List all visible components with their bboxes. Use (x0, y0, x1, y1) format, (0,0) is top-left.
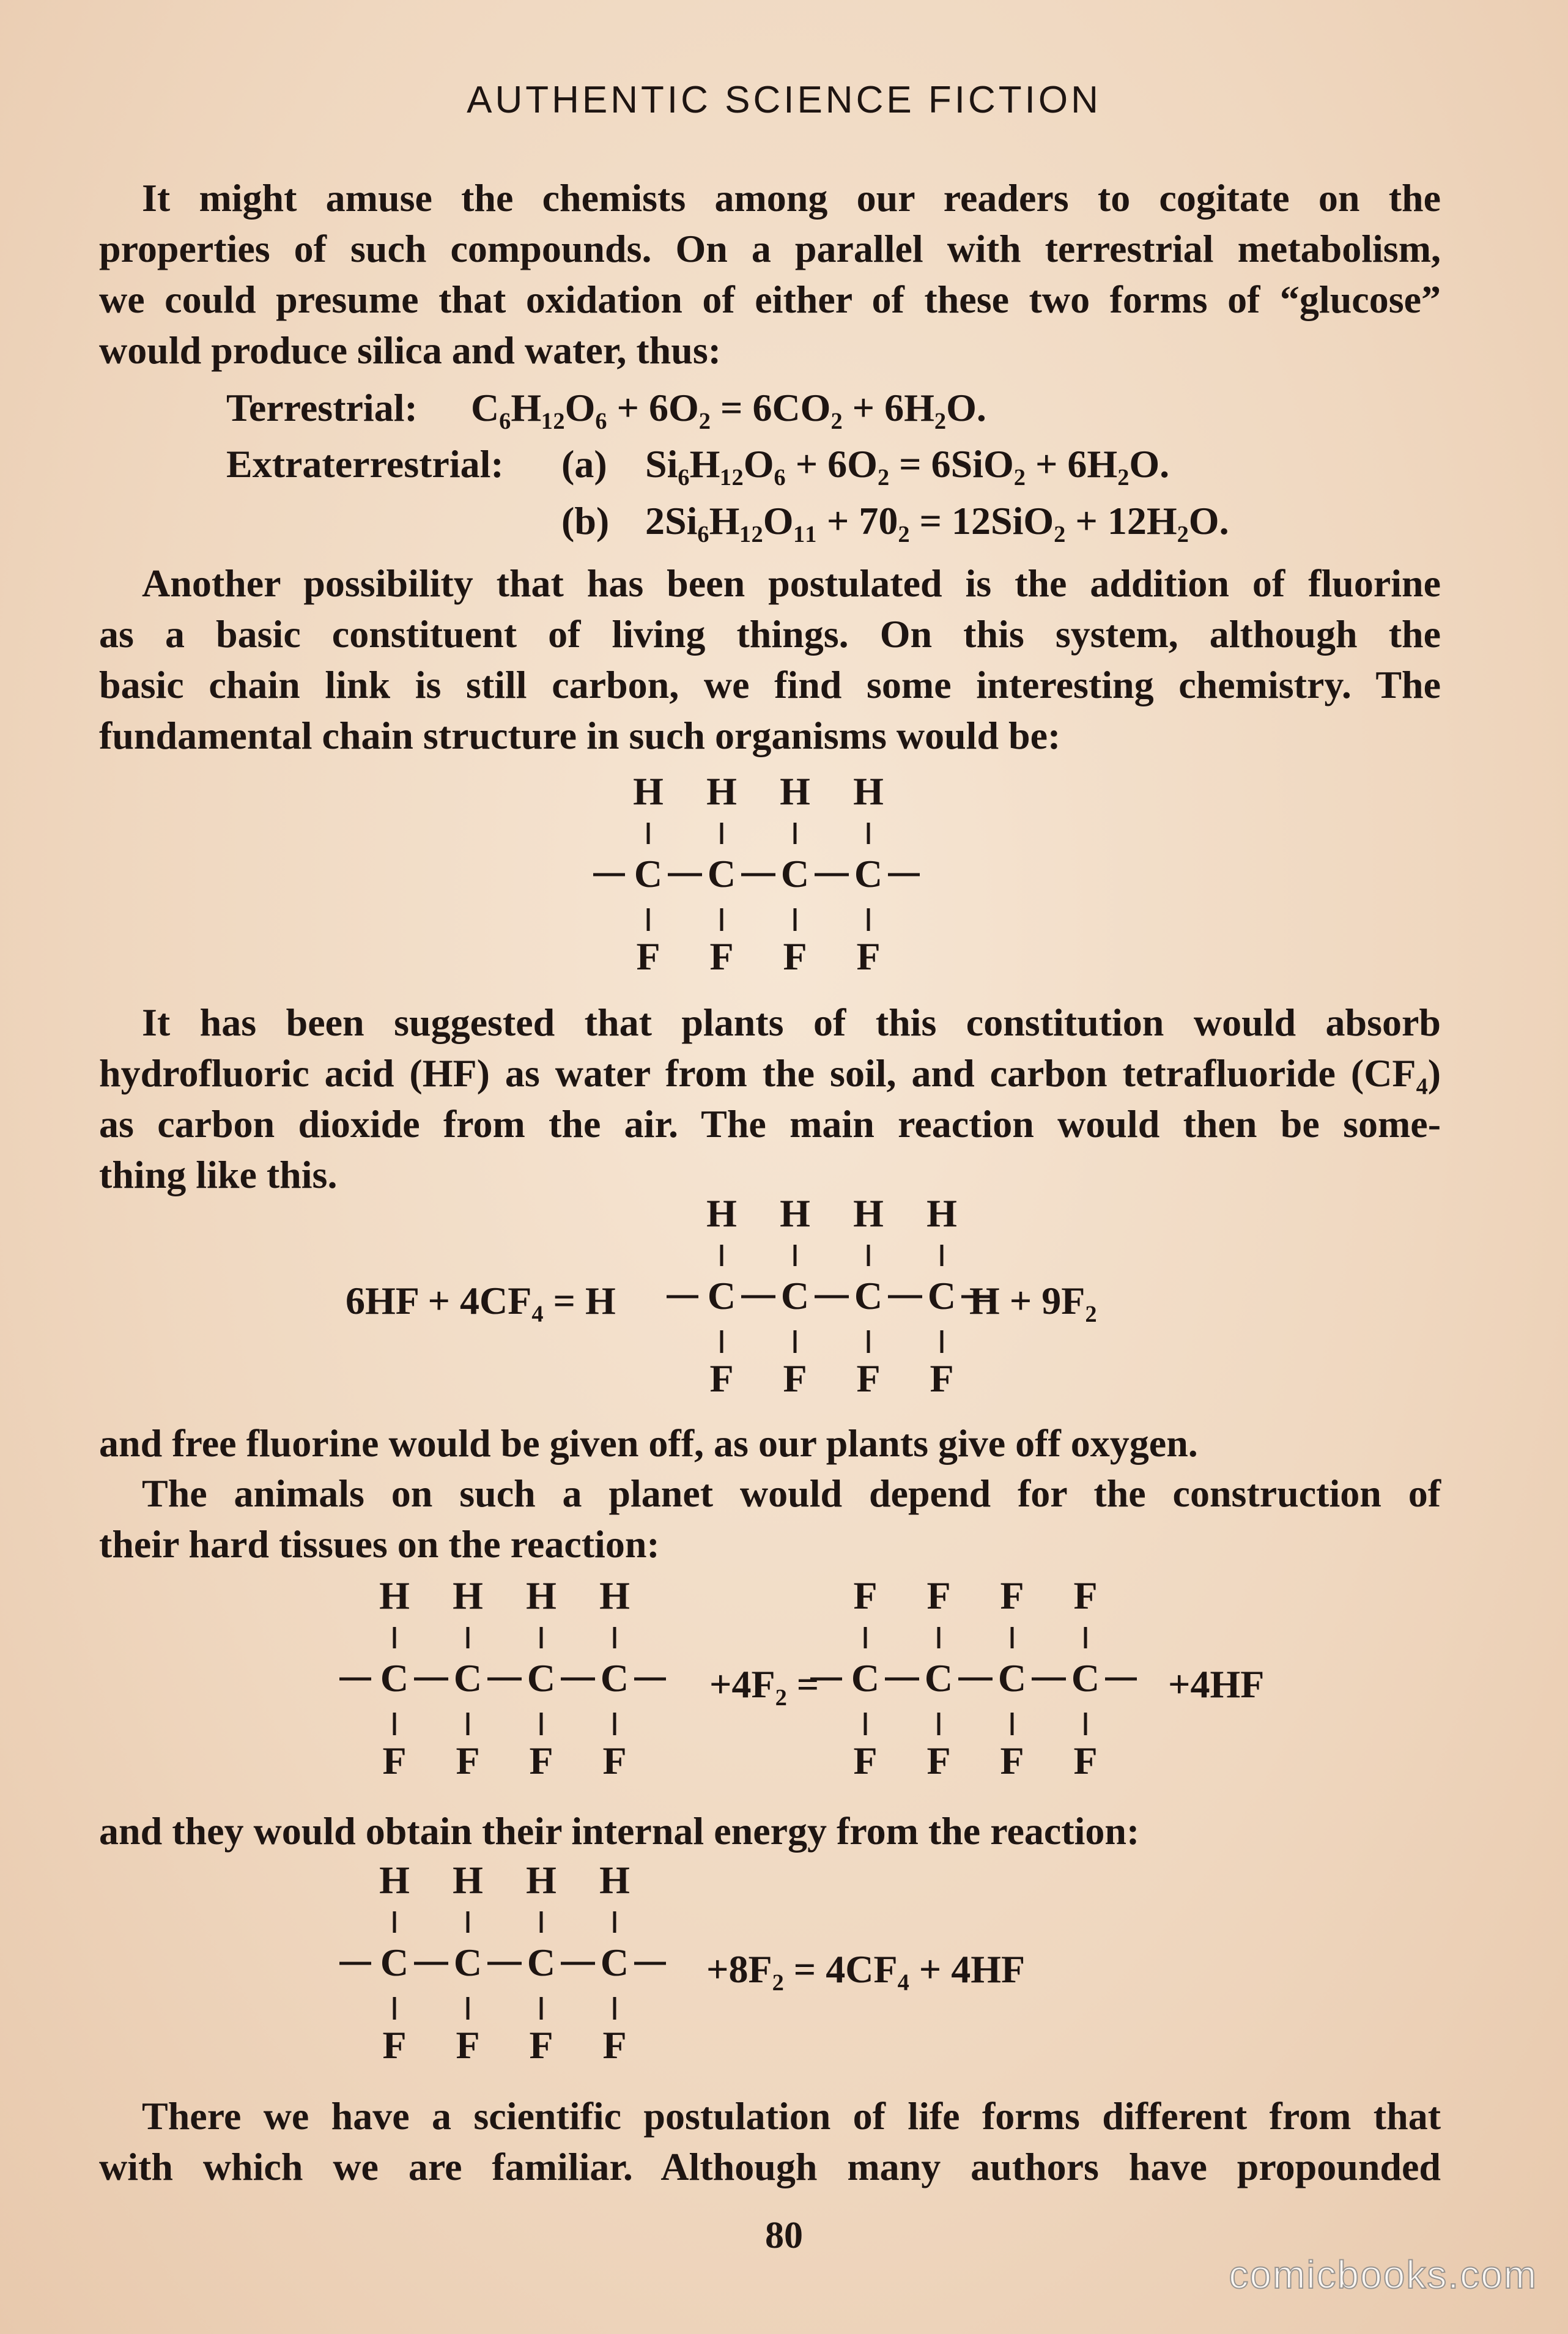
top-atom: H (453, 1858, 483, 1902)
carbon-atom: C (1071, 1656, 1100, 1700)
carbon-atom: C (527, 1656, 556, 1700)
top-atom: F (1000, 1574, 1024, 1617)
bottom-atom: F (853, 1739, 878, 1782)
bottom-atom: F (709, 1357, 734, 1400)
equation-b: 2Si₆H₁₂O₁₁ + 70₂ = 12SiO₂ + 12H₂O. (645, 499, 1229, 543)
carbon-atom: C (854, 1274, 883, 1317)
text-line: Another possibility that has been postulated is the addition of fluorine (142, 561, 1441, 605)
carbon-atom: C (854, 852, 883, 895)
bottom-atom: F (930, 1357, 954, 1400)
bottom-atom: F (382, 2023, 407, 2067)
bottom-atom: F (602, 1739, 627, 1782)
reaction1-left: 6HF + 4CF₄ = H (346, 1279, 616, 1322)
terrestrial-equation: C₆H₁₂O₆ + 6O₂ = 6CO₂ + 6H₂O. (471, 386, 986, 429)
top-atom: F (926, 1574, 951, 1617)
top-atom: H (853, 1191, 884, 1235)
bottom-atom: F (856, 935, 881, 978)
bottom-atom: F (456, 1739, 480, 1782)
top-atom: H (853, 769, 884, 813)
carbon-atom: C (600, 1656, 629, 1700)
extraterrestrial-label: Extraterrestrial: (226, 442, 504, 486)
text-line: with which we are familiar. Although many authors have propounded (99, 2145, 1441, 2188)
top-atom: H (599, 1574, 630, 1617)
page-number: 80 (765, 2215, 803, 2256)
text-line: we could presume that oxidation of either of these two forms of “glucose” (99, 278, 1441, 321)
carbon-atom: C (780, 1274, 810, 1317)
carbon-atom: C (600, 1941, 629, 1984)
top-atom: H (633, 769, 664, 813)
text-line: and they would obtain their internal energy from the reaction: (99, 1809, 1140, 1853)
carbon-atom: C (927, 1274, 956, 1317)
equation-b-label: (b) (561, 499, 610, 543)
paragraph-5 (99, 1468, 1441, 1569)
reaction3-chain-diagram (358, 1859, 700, 2067)
top-atom: H (453, 1574, 483, 1617)
equation-a-label: (a) (561, 442, 607, 486)
paragraph-4 (99, 1418, 1441, 1469)
carbon-atom: C (997, 1656, 1027, 1700)
carbon-atom: C (634, 852, 663, 895)
bottom-atom: F (783, 935, 807, 978)
top-atom: H (706, 769, 737, 813)
top-atom: H (379, 1574, 410, 1617)
bottom-atom: F (602, 2023, 627, 2067)
bottom-atom: F (529, 1739, 553, 1782)
carbon-atom: C (380, 1656, 409, 1700)
carbon-atom: C (707, 852, 736, 895)
reaction2-product-chain (829, 1575, 1171, 1783)
text-line: properties of such compounds. On a parallel with terrestrial metabolism, (99, 227, 1441, 270)
bottom-atom: F (1000, 1739, 1024, 1782)
carbon-atom: C (527, 1941, 556, 1984)
text-line: The animals on such a planet would depend for the construction of (142, 1472, 1441, 1515)
top-atom: F (853, 1574, 878, 1617)
bottom-atom: F (636, 935, 660, 978)
text-line: thing like this. (99, 1153, 338, 1196)
bottom-atom: F (783, 1357, 807, 1400)
top-atom: H (526, 1858, 557, 1902)
paragraph-2 (99, 558, 1441, 761)
carbon-atom: C (453, 1941, 483, 1984)
top-atom: H (526, 1574, 557, 1617)
top-atom: H (599, 1858, 630, 1902)
paragraph-3 (99, 997, 1441, 1200)
reaction3-right: +8F₂ = 4CF₄ + 4HF (706, 1947, 1026, 1991)
bottom-atom: F (926, 1739, 951, 1782)
watermark-logo: comicbooks.com (1229, 2253, 1537, 2297)
text-line: It has been suggested that plants of this constitution would absorb (142, 1001, 1441, 1044)
carbon-atom: C (453, 1656, 483, 1700)
paragraph-1 (99, 172, 1441, 376)
carbon-atom: C (707, 1274, 736, 1317)
bottom-atom: F (856, 1357, 881, 1400)
reaction1-right: H + 9F₂ (969, 1279, 1097, 1322)
equation-a: Si₆H₁₂O₆ + 6O₂ = 6SiO₂ + 6H₂O. (645, 442, 1170, 486)
reaction2-reactant-chain (358, 1575, 700, 1783)
text-line: fundamental chain structure in such organisms would be: (99, 714, 1061, 757)
bottom-atom: F (382, 1739, 407, 1782)
carbon-atom: C (851, 1656, 880, 1700)
text-line: would produce silica and water, thus: (99, 328, 722, 372)
bottom-atom: F (1073, 1739, 1098, 1782)
text-line: hydrofluoric acid (HF) as water from the soil, and carbon tetrafluoride (CF₄) (99, 1051, 1441, 1095)
top-atom: H (379, 1858, 410, 1902)
text-line: basic chain link is still carbon, we find some interesting chemistry. The (99, 663, 1441, 706)
terrestrial-label: Terrestrial: (226, 386, 418, 429)
bottom-atom: F (709, 935, 734, 978)
text-line: It might amuse the chemists among our readers to cogitate on the (142, 176, 1441, 220)
carbon-atom: C (924, 1656, 953, 1700)
carbon-atom: C (780, 852, 810, 895)
bottom-atom: F (529, 2023, 553, 2067)
top-atom: F (1073, 1574, 1098, 1617)
text-line: as carbon dioxide from the air. The main reaction would then be some- (99, 1102, 1441, 1146)
top-atom: H (780, 1191, 810, 1235)
bottom-atom: F (456, 2023, 480, 2067)
paragraph-7 (99, 2091, 1441, 2192)
reaction2-right: +4HF (1168, 1662, 1265, 1706)
reaction2-middle: +4F₂ = (709, 1662, 819, 1706)
running-header: AUTHENTIC SCIENCE FICTION (467, 79, 1101, 121)
top-atom: H (926, 1191, 957, 1235)
text-line: their hard tissues on the reaction: (99, 1522, 660, 1566)
top-atom: H (706, 1191, 737, 1235)
top-atom: H (780, 769, 810, 813)
fluorocarbon-chain-diagram (612, 771, 954, 979)
text-line: and free fluorine would be given off, as our plants give off oxygen. (99, 1421, 1198, 1465)
carbon-atom: C (380, 1941, 409, 1984)
text-line: as a basic constituent of living things. On this system, although the (99, 612, 1441, 656)
text-line: There we have a scientific postulation of life forms different from that (142, 2094, 1441, 2138)
paragraph-6 (99, 1806, 1441, 1856)
